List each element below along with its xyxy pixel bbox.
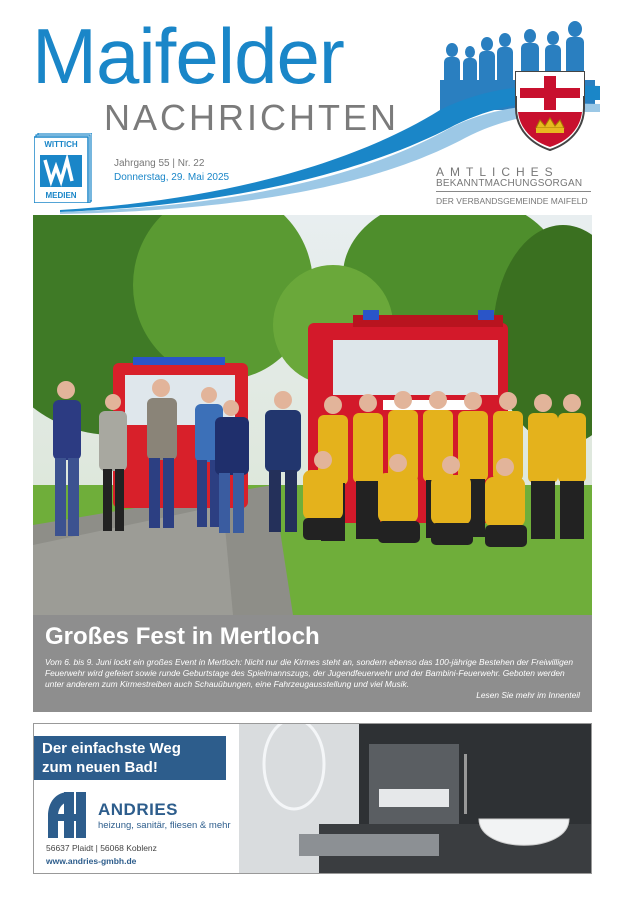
coat-of-arms-icon [512, 68, 588, 152]
organ-line-1: AMTLICHES [436, 165, 559, 179]
issue-date: Donnerstag, 29. Mai 2025 [114, 172, 230, 183]
ad-website-link[interactable]: www.andries-gmbh.de [46, 856, 137, 866]
masthead-title: Maifelder [32, 12, 344, 100]
issue-number: Jahrgang 55 | Nr. 22 [114, 158, 205, 169]
cover-story-box [33, 615, 592, 712]
andries-logo-icon [44, 788, 94, 840]
masthead-subtitle: NACHRICHTEN [104, 97, 400, 138]
read-more-text: Lesen Sie mehr im Innenteil [476, 690, 580, 700]
ad-brand: ANDRIES [98, 800, 179, 819]
bathroom-photo [239, 724, 592, 874]
ad-address: 56637 Plaidt | 56068 Koblenz [46, 843, 157, 853]
logo-text-top: WITTICH [44, 140, 78, 149]
ad-headline-box [34, 736, 226, 780]
cover-teaser: Vom 6. bis 9. Juni lockt ein großes Event in Mertloch: Nicht nur die Kirmes steht an, sondern ebenso das 100-jährige Bestehen der Freiwilligen Feuerwehr wird gefeiert sowie runde Geburtstage des Spielmannszugs, der Jugendfeuerwehr und der Bambini-Feuerwehr. Geboten werden unter anderem zum Kirmestreiben auch Schauübungen, eine Fahrzeugausstellung und viel Musik. [45, 657, 574, 689]
cover-headline: Großes Fest in Mertloch [45, 623, 320, 650]
logo-text-bottom: MEDIEN [45, 191, 77, 200]
cover-photo-fire-brigade [33, 215, 592, 615]
ad-headline-line2: zum neuen Bad! [42, 759, 158, 776]
organ-line-3: DER VERBANDSGEMEINDE MAIFELD [436, 196, 588, 206]
bathroom-advertisement[interactable] [33, 723, 592, 874]
organ-line-2: BEKANNTMACHUNGSORGAN [436, 178, 591, 192]
ad-services: heizung, sanitär, fliesen & mehr [98, 820, 231, 831]
ad-headline-line1: Der einfachste Weg [42, 740, 181, 757]
